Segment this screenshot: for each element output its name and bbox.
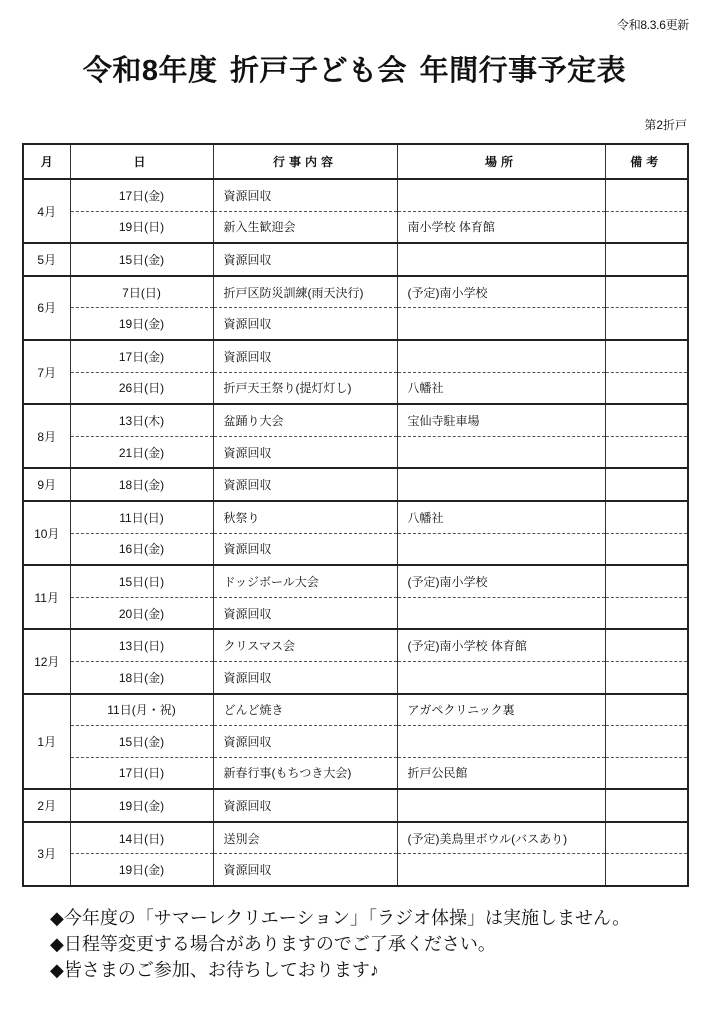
table-row <box>23 565 688 597</box>
table-row <box>23 789 688 822</box>
place-cell <box>397 661 605 693</box>
table-row <box>23 629 688 661</box>
table-row <box>23 501 688 533</box>
event-cell: 資源回収 <box>213 854 397 886</box>
page-title: 令和8年度 折戸子ども会 年間行事予定表 <box>82 55 627 87</box>
month-cell: 4月 <box>23 179 70 243</box>
day-cell: 14日(日) <box>70 822 213 854</box>
day-cell: 17日(金) <box>70 179 213 211</box>
day-cell: 19日(金) <box>70 854 213 886</box>
day-cell: 17日(日) <box>70 757 213 789</box>
note-cell <box>605 276 688 308</box>
place-cell: (予定)南小学校 <box>397 276 605 308</box>
column-header-month: 月 <box>23 144 70 179</box>
month-cell: 12月 <box>23 629 70 693</box>
place-cell <box>397 340 605 372</box>
note-cell <box>605 533 688 565</box>
event-cell: ドッジボール大会 <box>213 565 397 597</box>
event-cell: クリスマス会 <box>213 629 397 661</box>
note-cell <box>605 340 688 372</box>
event-cell: 資源回収 <box>213 533 397 565</box>
table-row <box>23 372 688 404</box>
month-cell: 11月 <box>23 565 70 629</box>
note-cell <box>605 372 688 404</box>
note-cell <box>605 436 688 468</box>
note-cell <box>605 661 688 693</box>
note-cell <box>605 501 688 533</box>
note-cell <box>605 211 688 243</box>
event-cell: 折戸天王祭り(提灯灯し) <box>213 372 397 404</box>
table-row <box>23 179 688 211</box>
place-cell: (予定)南小学校 体育館 <box>397 629 605 661</box>
event-cell: 資源回収 <box>213 789 397 822</box>
note-line: ◆皆さまのご参加、お待ちしております♪ <box>50 960 379 980</box>
note-cell <box>605 694 688 726</box>
event-cell: 資源回収 <box>213 726 397 758</box>
event-cell: どんど焼き <box>213 694 397 726</box>
event-cell: 資源回収 <box>213 308 397 340</box>
place-cell: 南小学校 体育館 <box>397 211 605 243</box>
table-row <box>23 404 688 436</box>
table-row <box>23 726 688 758</box>
note-cell <box>605 726 688 758</box>
day-cell: 13日(木) <box>70 404 213 436</box>
day-cell: 16日(金) <box>70 533 213 565</box>
place-cell <box>397 308 605 340</box>
organization-label: 第2折戸 <box>644 118 687 132</box>
month-cell: 3月 <box>23 822 70 886</box>
month-cell: 7月 <box>23 340 70 404</box>
day-cell: 18日(金) <box>70 468 213 501</box>
note-cell <box>605 822 688 854</box>
table-row <box>23 854 688 886</box>
event-cell: 資源回収 <box>213 661 397 693</box>
note-line: ◆日程等変更する場合がありますのでご了承ください。 <box>50 934 496 954</box>
event-cell: 資源回収 <box>213 468 397 501</box>
updated-date: 令和8.3.6更新 <box>617 18 689 32</box>
month-cell: 1月 <box>23 694 70 790</box>
day-cell: 11日(日) <box>70 501 213 533</box>
note-cell <box>605 565 688 597</box>
day-cell: 18日(金) <box>70 661 213 693</box>
table-row <box>23 661 688 693</box>
table-row <box>23 597 688 629</box>
event-cell: 資源回収 <box>213 243 397 276</box>
table-row <box>23 276 688 308</box>
place-cell <box>397 468 605 501</box>
column-header-day: 日 <box>70 144 213 179</box>
place-cell <box>397 726 605 758</box>
day-cell: 20日(金) <box>70 597 213 629</box>
table-row <box>23 436 688 468</box>
note-cell <box>605 854 688 886</box>
table-row <box>23 211 688 243</box>
place-cell <box>397 436 605 468</box>
table-row <box>23 340 688 372</box>
day-cell: 17日(金) <box>70 340 213 372</box>
place-cell <box>397 597 605 629</box>
table-row <box>23 308 688 340</box>
table-row <box>23 757 688 789</box>
schedule-body <box>23 179 688 886</box>
day-cell: 19日(金) <box>70 308 213 340</box>
month-cell: 6月 <box>23 276 70 340</box>
place-cell <box>397 243 605 276</box>
month-cell: 8月 <box>23 404 70 468</box>
day-cell: 26日(日) <box>70 372 213 404</box>
day-cell: 13日(日) <box>70 629 213 661</box>
place-cell: (予定)南小学校 <box>397 565 605 597</box>
place-cell <box>397 789 605 822</box>
event-cell: 資源回収 <box>213 597 397 629</box>
column-header-place: 場所 <box>397 144 605 179</box>
place-cell: 宝仙寺駐車場 <box>397 404 605 436</box>
month-cell: 9月 <box>23 468 70 501</box>
day-cell: 7日(日) <box>70 276 213 308</box>
table-row <box>23 822 688 854</box>
schedule-table <box>22 143 689 887</box>
note-cell <box>605 404 688 436</box>
place-cell <box>397 854 605 886</box>
month-cell: 2月 <box>23 789 70 822</box>
place-cell: アガペクリニック裏 <box>397 694 605 726</box>
note-cell <box>605 308 688 340</box>
note-cell <box>605 629 688 661</box>
place-cell: 八幡社 <box>397 501 605 533</box>
day-cell: 15日(金) <box>70 243 213 276</box>
place-cell: (予定)美鳥里ボウル(バスあり) <box>397 822 605 854</box>
event-cell: 資源回収 <box>213 340 397 372</box>
table-row <box>23 694 688 726</box>
note-line: ◆今年度の「サマーレクリエーション」「ラジオ体操」は実施しません。 <box>50 908 631 928</box>
day-cell: 11日(月・祝) <box>70 694 213 726</box>
column-header-event: 行事内容 <box>213 144 397 179</box>
day-cell: 15日(金) <box>70 726 213 758</box>
place-cell <box>397 179 605 211</box>
table-row <box>23 468 688 501</box>
event-cell: 資源回収 <box>213 436 397 468</box>
day-cell: 15日(日) <box>70 565 213 597</box>
notes-section <box>50 905 630 983</box>
note-cell <box>605 597 688 629</box>
event-cell: 資源回収 <box>213 179 397 211</box>
note-cell <box>605 179 688 211</box>
note-cell <box>605 243 688 276</box>
event-cell: 折戸区防災訓練(雨天決行) <box>213 276 397 308</box>
event-cell: 送別会 <box>213 822 397 854</box>
day-cell: 19日(金) <box>70 789 213 822</box>
table-row <box>23 243 688 276</box>
table-header-row <box>23 144 688 179</box>
table-row <box>23 533 688 565</box>
place-cell: 折戸公民館 <box>397 757 605 789</box>
day-cell: 21日(金) <box>70 436 213 468</box>
place-cell <box>397 533 605 565</box>
event-cell: 盆踊り大会 <box>213 404 397 436</box>
note-cell <box>605 757 688 789</box>
column-header-note: 備考 <box>605 144 688 179</box>
event-cell: 秋祭り <box>213 501 397 533</box>
month-cell: 10月 <box>23 501 70 565</box>
event-cell: 新入生歓迎会 <box>213 211 397 243</box>
month-cell: 5月 <box>23 243 70 276</box>
note-cell <box>605 789 688 822</box>
day-cell: 19日(日) <box>70 211 213 243</box>
event-cell: 新春行事(もちつき大会) <box>213 757 397 789</box>
place-cell: 八幡社 <box>397 372 605 404</box>
note-cell <box>605 468 688 501</box>
